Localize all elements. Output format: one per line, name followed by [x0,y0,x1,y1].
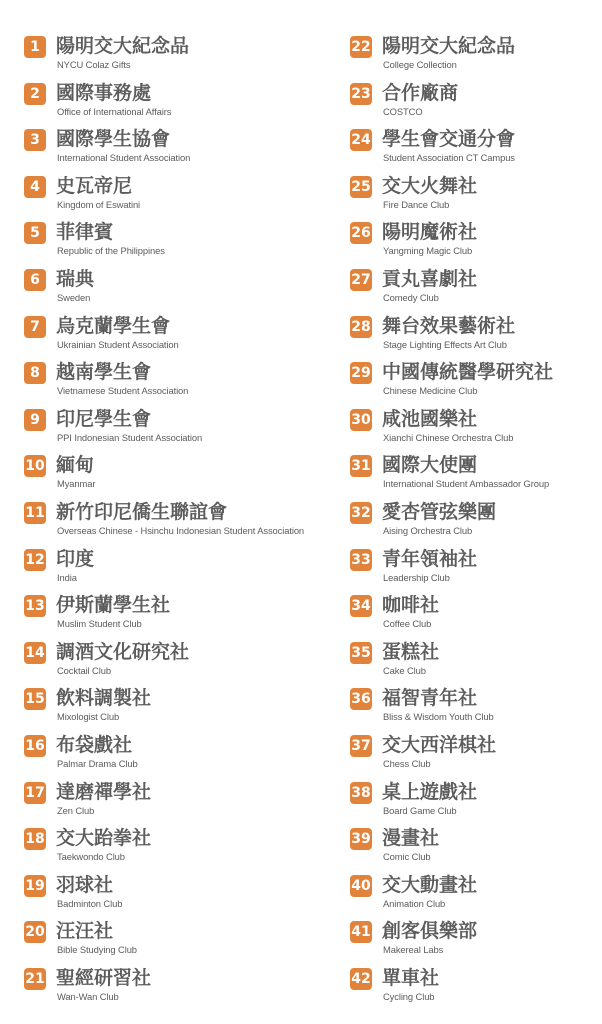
list-item [24,269,340,316]
item-english-name: Vietnamese Student Association [57,385,189,397]
list-item [350,828,598,875]
item-english-name: COSTCO [383,105,423,117]
item-chinese-name: 調酒文化研究社 [56,640,190,663]
item-chinese-name: 羽球社 [56,873,114,896]
item-number-badge: 37 [350,735,372,757]
list-item [24,735,340,782]
list-item [350,316,598,363]
item-number-badge: 4 [24,176,46,198]
item-english-name: Chess Club [383,757,431,769]
item-number-badge: 30 [350,409,372,431]
list-item [24,921,340,968]
item-chinese-name: 印度 [56,547,95,570]
item-chinese-name: 交大火舞社 [382,174,478,197]
item-number-badge: 33 [350,549,372,571]
list-item [350,735,598,782]
item-number-badge: 40 [350,875,372,897]
item-number-badge: 42 [350,968,372,990]
item-english-name: Sweden [57,291,91,303]
item-number-badge: 26 [350,222,372,244]
item-number-badge: 38 [350,782,372,804]
list-item [24,642,340,689]
item-english-name: International Student Ambassador Group [383,478,550,490]
item-chinese-name: 國際事務處 [56,81,152,104]
list-item [24,316,340,363]
item-chinese-name: 飲料調製社 [56,687,152,710]
list-item [24,409,340,456]
item-chinese-name: 交大西洋棋社 [382,733,497,756]
item-number-badge: 2 [24,83,46,105]
item-english-name: Muslim Student Club [57,618,142,630]
list-item [24,595,340,642]
item-chinese-name: 聖經研習社 [56,966,152,989]
item-number-badge: 3 [24,129,46,151]
item-chinese-name: 新竹印尼僑生聯誼會 [56,500,228,523]
item-chinese-name: 學生會交通分會 [382,128,516,151]
item-english-name: Office of International Affairs [57,105,172,117]
list-item [24,549,340,596]
list-item [350,642,598,689]
list-item [350,222,598,269]
list-item [24,83,340,130]
item-chinese-name: 蛋糕社 [382,640,440,663]
item-number-badge: 39 [350,828,372,850]
list-item [24,968,340,1015]
item-english-name: Xianchi Chinese Orchestra Club [383,431,514,443]
list-item [24,875,340,922]
item-chinese-name: 陽明魔術社 [382,221,478,244]
item-number-badge: 41 [350,921,372,943]
item-english-name: Student Association CT Campus [383,152,515,164]
item-chinese-name: 愛杏管弦樂團 [382,500,497,523]
item-number-badge: 36 [350,688,372,710]
item-english-name: Comedy Club [383,291,439,303]
item-number-badge: 13 [24,595,46,617]
item-english-name: Kingdom of Eswatini [57,198,141,210]
item-chinese-name: 伊斯蘭學生社 [56,594,171,617]
item-english-name: Yangming Magic Club [383,245,473,257]
item-chinese-name: 合作廠商 [382,81,459,104]
item-number-badge: 29 [350,362,372,384]
item-english-name: Taekwondo Club [57,851,125,863]
list-item [24,36,340,83]
item-english-name: Coffee Club [383,618,432,630]
item-english-name: Board Game Club [383,804,457,816]
item-number-badge: 15 [24,688,46,710]
item-chinese-name: 國際大使團 [382,454,478,477]
item-number-badge: 1 [24,36,46,58]
item-number-badge: 14 [24,642,46,664]
item-number-badge: 28 [350,316,372,338]
item-number-badge: 21 [24,968,46,990]
item-number-badge: 20 [24,921,46,943]
item-chinese-name: 福智青年社 [382,687,478,710]
list-item [350,921,598,968]
item-english-name: Myanmar [57,478,96,490]
item-number-badge: 6 [24,269,46,291]
item-chinese-name: 達磨禪學社 [56,780,152,803]
item-number-badge: 35 [350,642,372,664]
list-item [350,409,598,456]
item-chinese-name: 創客俱樂部 [382,920,478,943]
item-number-badge: 10 [24,455,46,477]
item-chinese-name: 印尼學生會 [56,407,152,430]
item-number-badge: 7 [24,316,46,338]
list-item [24,362,340,409]
item-number-badge: 5 [24,222,46,244]
item-chinese-name: 交大跆拳社 [56,827,152,850]
item-english-name: International Student Association [57,152,191,164]
item-chinese-name: 陽明交大紀念品 [382,35,516,57]
item-english-name: Comic Club [383,851,431,863]
list-item [350,362,598,409]
list-item [350,269,598,316]
item-chinese-name: 緬甸 [56,454,95,477]
item-number-badge: 11 [24,502,46,524]
item-chinese-name: 單車社 [382,966,440,989]
item-english-name: India [57,571,77,583]
item-number-badge: 27 [350,269,372,291]
item-english-name: PPI Indonesian Student Association [57,431,203,443]
item-english-name: Bliss & Wisdom Youth Club [383,711,494,723]
item-number-badge: 12 [24,549,46,571]
item-english-name: Aising Orchestra Club [383,524,473,536]
item-number-badge: 18 [24,828,46,850]
list-item [350,455,598,502]
item-chinese-name: 汪汪社 [56,920,114,943]
item-chinese-name: 咖啡社 [382,594,440,617]
item-chinese-name: 青年領袖社 [382,547,478,570]
list-item [350,176,598,223]
item-chinese-name: 越南學生會 [56,361,152,384]
item-english-name: Cocktail Club [57,664,111,676]
list-item [350,688,598,735]
item-chinese-name: 交大動畫社 [382,873,478,896]
item-chinese-name: 烏克蘭學生會 [56,314,171,337]
list-item [350,549,598,596]
item-english-name: Animation Club [383,897,446,909]
item-chinese-name: 中國傳統醫學研究社 [382,361,554,384]
right-column [350,36,598,1014]
list-item [24,129,340,176]
item-english-name: Bible Studying Club [57,944,137,956]
list-item [350,875,598,922]
item-chinese-name: 漫畫社 [382,827,440,850]
item-chinese-name: 瑞典 [56,267,95,290]
item-english-name: Leadership Club [383,571,450,583]
item-chinese-name: 國際學生協會 [56,128,171,151]
item-number-badge: 23 [350,83,372,105]
item-english-name: NYCU Colaz Gifts [57,59,131,70]
item-english-name: Cycling Club [383,990,435,1002]
list-item [350,502,598,549]
list-item [24,502,340,549]
list-item [24,782,340,829]
item-chinese-name: 貢丸喜劇社 [382,267,478,290]
item-english-name: Chinese Medicine Club [383,385,478,397]
item-english-name: Stage Lighting Effects Art Club [383,338,507,350]
item-chinese-name: 陽明交大紀念品 [56,35,190,57]
list-item [24,828,340,875]
item-chinese-name: 咸池國樂社 [382,407,478,430]
item-chinese-name: 菲律賓 [56,221,114,244]
list-item [24,176,340,223]
list-item [24,688,340,735]
item-english-name: Makereal Labs [383,944,444,956]
item-number-badge: 19 [24,875,46,897]
item-chinese-name: 桌上遊戲社 [382,780,478,803]
list-item [350,595,598,642]
item-number-badge: 17 [24,782,46,804]
left-column [24,36,340,1014]
item-chinese-name: 布袋戲社 [56,733,133,756]
item-number-badge: 32 [350,502,372,524]
item-number-badge: 9 [24,409,46,431]
item-english-name: Overseas Chinese - Hsinchu Indonesian Student Association [57,524,305,536]
item-english-name: Republic of the Philippines [57,245,165,257]
item-chinese-name: 舞台效果藝術社 [382,314,516,337]
list-item [350,36,598,83]
list-item [24,455,340,502]
item-english-name: College Collection [383,59,457,70]
item-english-name: Fire Dance Club [383,198,450,210]
item-english-name: Mixologist Club [57,711,120,723]
item-english-name: Ukrainian Student Association [57,338,179,350]
item-number-badge: 16 [24,735,46,757]
item-number-badge: 24 [350,129,372,151]
item-english-name: Cake Club [383,664,426,676]
item-chinese-name: 史瓦帝尼 [56,174,133,197]
item-english-name: Palmar Drama Club [57,757,138,769]
item-number-badge: 31 [350,455,372,477]
item-number-badge: 8 [24,362,46,384]
list-item [24,222,340,269]
list-item [350,83,598,130]
list-item [350,968,598,1015]
item-number-badge: 34 [350,595,372,617]
item-english-name: Wan-Wan Club [57,990,119,1002]
item-english-name: Badminton Club [57,897,123,909]
item-number-badge: 25 [350,176,372,198]
list-item [350,129,598,176]
item-number-badge: 22 [350,36,372,58]
list-item [350,782,598,829]
item-english-name: Zen Club [57,804,95,816]
